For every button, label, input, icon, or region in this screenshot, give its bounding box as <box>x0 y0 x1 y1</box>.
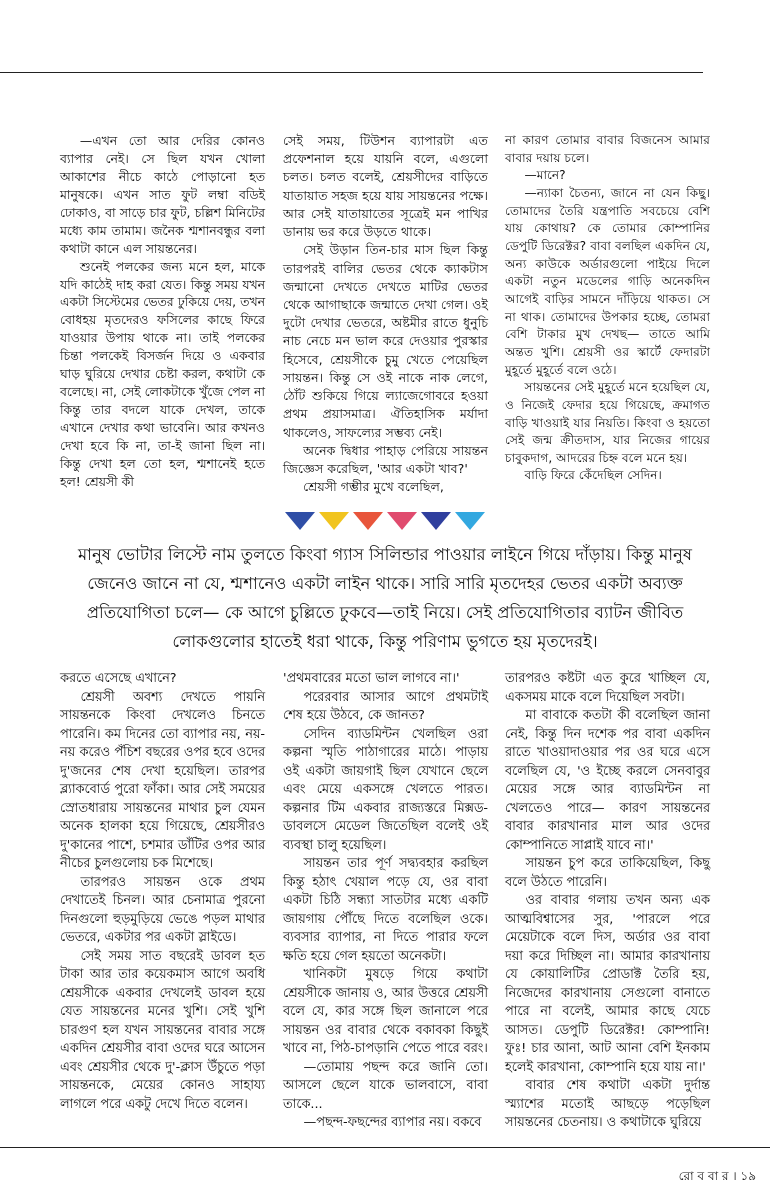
top-rule <box>0 72 703 73</box>
paragraph: ওর বাবার গলায় তখন অন্য এক আত্মবিশ্বাসের সুর, 'পারলে পরে মেয়েটাকে বলে দিস, অর্ডার ওর বাবা দয়া করে দিচ্ছিল না। আমার কারখানায় যে কোয়ালিটির প্রোডাক্ট তৈরি হয়, নিজেদের কারখানায় সেগুলো বানাতে পারে না বলেই, আমার কাছে যেচে আসত। ডেপুটি ডিরেক্টর! কোম্পানি! ফুঃ! চার আনা, আট আনা বেশি ইনকাম হলেই কারখানা, কোম্পানি হয়ে যায় না।' <box>505 893 710 1075</box>
paragraph: সেই সময় সাত বছরেই ডাবল হত টাকা আর তার কয়েকমাস আগে অবধি শ্রেয়সীকে একবার দেখলেই ডাবল হয়ে যেত সায়ন্তনের মনের খুশি। সেই খুশি চারগুণ হল যখন সায়ন্তনের বাবার সঙ্গে একদিন শ্রেয়সীর বাবা ওদের ঘরে আসেন এবং শ্রেয়সীর থেকে দু'-ক্লাস উঁচুতে পড়া সায়ন্তনকে, মেয়ের কোনও সাহায্য লাগলে পরে একটু দেখে দিতে বলেন। <box>60 948 265 1112</box>
paragraph: পরেরবার আসার আগে প্রথমটাই শেষ হয়ে উঠবে, কে জানত? <box>283 689 488 723</box>
decorative-triangle <box>319 512 349 530</box>
pull-quote <box>40 540 730 656</box>
paragraph: সায়ন্তনের সেই মুহূর্তে মনে হয়েছিল যে, ও নিজেই ফেদার হয়ে গিয়েছে, ক্রমাগত বাড়ি খাওয়াই যার নিয়তি। কিংবা ও হয়তো সেই জন্ম ক্রীতদাস, যার নিজের গায়ের চাবুকদাগ, আদরের চিহ্ন বলে মনে হয়। <box>505 380 710 465</box>
paragraph: অনেক দ্বিধার পাহাড় পেরিয়ে সায়ন্তন জিজ্ঞেস করেছিল, 'আর একটা খাব?' <box>283 442 488 476</box>
paragraph: সায়ন্তন চুপ করে তাকিয়েছিল, কিছু বলে উঠতে পারেনি। <box>505 856 710 890</box>
paragraph: 'প্রথমবারের মতো ভাল লাগবে না।' <box>283 671 460 686</box>
paragraph: শ্রেয়সী গম্ভীর মুখে বলেছিল, <box>303 479 444 495</box>
paragraph: না কারণ তোমার বাবার বিজনেস আমার বাবার দয়ায় চলে। <box>505 133 710 165</box>
paragraph: তারপরও কষ্টটা এত কুরে খাচ্ছিল যে, একসময় মাকে বলে দিয়েছিল সবটা। <box>505 671 710 705</box>
paragraph: সেদিন ব্যাডমিন্টন খেলছিল ওরা কল্পনা স্মৃতি পাঠাগারের মাঠে। পাড়ায় ওই একটা জায়গাই ছিল যেখানে ছেলে এবং মেয়ে একসঙ্গে খেলতে পারত। কল্পনার টিম একবার রাজ্যস্তরে মিক্সড-ডাবলসে মেডেল জিতেছিল বলেই ওই ব্যবস্থা চালু হয়েছিল। <box>283 726 488 853</box>
paragraph: শ্রেয়সী অবশ্য দেখতে পায়নি সায়ন্তনকে কিংবা দেখলেও চিনতে পারেনি। কম দিনের তো ব্যাপার নয়, নয়-নয় করেও পঁচিশ বছরের ওপর হবে ওদের দু'জনের শেষ দেখা হয়েছিল। তারপর ব্ল্যাকবোর্ড পুরো ফাঁকা। আর সেই সময়ের স্রোতধারায় সায়ন্তনের মাথার চুল যেমন অনেক হালকা হয়ে গিয়েছে, শ্রেয়সীরও দু'কানের পাশে, চশমার ডাঁটির ওপর আর নীচের চুলগুলোয় চক মিশেছে। <box>60 689 265 871</box>
paragraph: সেই সময়, টিউশন ব্যাপারটা এত প্রফেশনাল হয়ে যায়নি বলে, এগুলো চলত। চলত বলেই, শ্রেয়সীদের বাড়িতে যাতায়াত সহজ হয়ে যায় সায়ন্তনের পক্ষে। আর সেই যাতায়াতের সূত্রেই মন পাখির ডানায় ভর করে উড়তে থাকে। <box>283 133 488 240</box>
paragraph: সায়ন্তন তার পূর্ণ সদ্ব্যবহার করছিল কিন্তু হঠাৎ খেয়াল পড়ে যে, ওর বাবা একটা চিঠি সন্ধ্যা সাতটার মধ্যে একটি জায়গায় পৌঁছে দিতে বলেছিল ওকে। ব্যবসার ব্যাপার, না দিতে পারার ফলে ক্ষতি হয়ে গেল হয়তো অনেকটা। <box>283 856 488 964</box>
decorative-triangle <box>421 512 451 530</box>
top-column-2 <box>283 132 488 496</box>
paragraph: —পছন্দ-ফছন্দের ব্যাপার নয়। বকবে <box>303 1115 482 1130</box>
paragraph: বাড়ি ফিরে কেঁদেছিল সেদিন। <box>524 468 662 483</box>
pull-quote-line: জেনেও জানে না যে, শ্মশানেও একটা লাইন থাকে। সারি সারি মৃতদেহর ভেতর একটা অব্যক্ত <box>87 574 683 593</box>
bottom-column-2 <box>283 670 488 1133</box>
top-column-1 <box>60 132 265 491</box>
bottom-column-1 <box>60 670 265 1114</box>
bottom-rule <box>0 1147 770 1148</box>
paragraph: শুনেই পলকের জন্য মনে হল, মাকে যদি কাঠেই দাহ করা যেত। কিন্তু সময় যখন একটা সিস্টেমের ভেতর ঢুকিয়ে দেয়, তখন বোধহয় মৃতদেরও ফসিলের কাছে ফিরে যাওয়ার উপায় থাকে না। তাই পলকের চিন্তা পলকেই বিসর্জন দিয়ে ও একবার ঘাড় ঘুরিয়ে দেখার চেষ্টা করল, কথাটা কে বলেছে। না, সেই লোকটাকে খুঁজে পেল না কিন্তু তার বদলে যাকে দেখল, তাকে এখানে দেখার কথা ভাবেনি। আর কখনও দেখা হবে কি না, তা-ই জানা ছিল না। কিন্তু দেখা হল তো হল, শ্মশানেই হতে হল! শ্রেয়সী কী <box>60 258 265 489</box>
bottom-column-3 <box>505 670 710 1133</box>
pull-quote-line: প্রতিযোগিতা চলে— কে আগে চুল্লিতে ঢুকবে—তাই নিয়ে। সেই প্রতিযোগিতার ব্যাটন জীবিত <box>86 603 684 622</box>
paragraph: বাবার শেষ কথাটা একটা দুর্দান্ত স্ম্যাশের মতোই আছড়ে পড়েছিল সায়ন্তনের চেতনায়। ও কথাটাকে ঘুরিয়ে <box>505 1078 710 1130</box>
decorative-triangle <box>387 512 417 530</box>
paragraph: করতে এসেছে এখানে? <box>60 671 177 686</box>
decorative-triangle <box>455 512 485 530</box>
paragraph: তারপরও সায়ন্তন ওকে প্রথম দেখাতেই চিনল। আর চেনামাত্র পুরনো দিনগুলো হুড়মুড়িয়ে ভেঙে পড়ল মাথার ভেতরে, একটার পর একটা স্লাইডে। <box>60 874 265 945</box>
top-column-3 <box>505 132 710 485</box>
paragraph: —এখন তো আর দেরির কোনও ব্যাপার নেই। সে ছিল যখন খোলা আকাশের নীচে কাঠে পোড়ানো হত মানুষকে। এখন সাত ফুট লম্বা বডিই ঢোকাও, বা সাড়ে চার ফুট, চল্লিশ মিনিটের মধ্যে কাম তামাম। জনৈক শ্মশানবন্ধুর বলা কথাটা কানে এল সায়ন্তনের। <box>60 133 265 256</box>
decorative-triangle <box>285 512 315 530</box>
page-footer: রো ব বা র । ১৯ <box>678 1169 756 1183</box>
paragraph: মা বাবাকে কতটা কী বলেছিল জানা নেই, কিন্তু দিন দশেক পর বাবা একদিন রাতে খাওয়াদাওয়ার পর ওর ঘরে এসে বলেছিল যে, 'ও ইচ্ছে করলে সেনবাবুর মেয়ের সঙ্গে আর ব্যাডমিন্টন না খেলতেও পারে— কারণ সায়ন্তনের বাবার কারখানার মাল আর ওদের কোম্পানিতে সাপ্লাই যাবে না।' <box>505 708 710 853</box>
decorative-triangle <box>353 512 383 530</box>
decorative-triangles <box>285 512 485 532</box>
paragraph: সেই উড়ান তিন-চার মাস ছিল কিন্তু তারপরই বালির ভেতর থেকে ক্যাকটাস জন্মানো দেখতে দেখতে মাটির ভেতর থেকে আগাছাকে জন্মাতে দেখা গেল। ওই দুটো দেখার ভেতরে, অষ্টমীর রাতে ধুনুচি নাচ নেচে মন ভাল করে দেওয়ার পুরস্কার হিসেবে, শ্রেয়সীকে চুমু খেতে পেয়েছিল সায়ন্তন। কিন্তু সে ওই নাকে নাক লেগে, ঠোঁট শুকিয়ে গিয়ে ল্যাজেগোবরে হওয়া প্রথম প্রয়াসমাত্র। ঐতিহাসিক মর্যাদা থাকলেও, সাফল্যের সম্ভব্য নেই। <box>283 242 488 440</box>
paragraph: —ন্যাকা চৈতন্য, জানে না যেন কিছু। তোমাদের তৈরি যন্ত্রপাতি সবচেয়ে বেশি যায় কোথায়? কে তোমার কোম্পানির ডেপুটি ডিরেক্টর? বাবা বলছিল একদিন যে, অন্য কাউকে অর্ডারগুলো পাইয়ে দিলে একটা নতুন মডেলের গাড়ি অনেকদিন আগেই বাড়ির সামনে দাঁড়িয়ে থাকত। সে না থাক। তোমাদের উপকার হচ্ছে, তোমরা বেশি টাকার মুখ দেখছ— তাতে আমি অন্তত খুশি। শ্রেয়সী ওর স্কার্টে ফেদারটা মুহূর্তে মুহূর্তে বলে ওঠে। <box>505 185 710 377</box>
paragraph: খানিকটা মুষড়ে গিয়ে কথাটা শ্রেয়সীকে জানায় ও, আর উত্তরে শ্রেয়সী বলে যে, কার সঙ্গে ছিল জানালে পরে সায়ন্তন ওর বাবার থেকে বকাবকা কিছুই খাবে না, পিঠ-চাপড়ানি পেতে পারে বরং। <box>283 967 488 1056</box>
pull-quote-line: মানুষ ভোটার লিস্টে নাম তুলতে কিংবা গ্যাস সিলিন্ডার পাওয়ার লাইনে গিয়ে দাঁড়ায়। কিন্তু মানুষ <box>78 545 692 564</box>
pull-quote-line: লোকগুলোর হাতেই ধরা থাকে, কিন্তু পরিণাম ভুগতে হয় মৃতদেরই। <box>172 632 598 651</box>
paragraph: —তোমায় পছন্দ করে জানি তো। আসলে ছেলে যাকে ভালবাসে, বাবা তাকে... <box>283 1059 488 1112</box>
paragraph: —মানে? <box>524 168 566 183</box>
